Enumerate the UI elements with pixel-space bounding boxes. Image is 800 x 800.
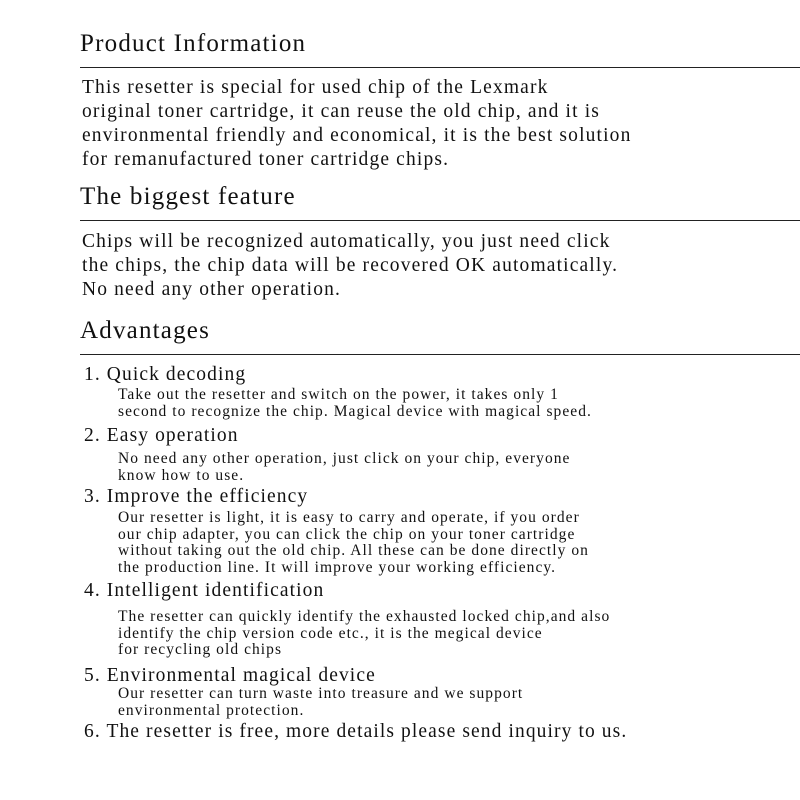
text-line: This resetter is special for used chip of the Lexmark (82, 77, 549, 98)
text-line: No need any other operation. (82, 279, 342, 300)
text-line: Chips will be recognized automatically, you just need click (82, 231, 611, 252)
product-information-heading: Product Information (80, 30, 307, 57)
text-line: our chip adapter, you can click the chip on your toner cartridge (118, 525, 576, 543)
text-line: Our resetter is light, it is easy to carry and operate, if you order (118, 509, 580, 526)
product-information-divider (80, 67, 800, 68)
advantage-item-description (118, 510, 589, 576)
text-line: Our resetter can turn waste into treasure and we support (118, 685, 524, 702)
text-line: know how to use. (118, 466, 245, 484)
text-line: Take out the resetter and switch on the power, it takes only 1 (118, 386, 559, 403)
text-line: the production line. It will improve your working efficiency. (118, 558, 557, 576)
advantage-item-title: 2. Easy operation (84, 425, 239, 446)
advantage-item-title: 1. Quick decoding (84, 364, 247, 385)
product-information-text (82, 76, 631, 172)
advantage-item-title: 5. Environmental magical device (84, 665, 376, 686)
text-line: original toner cartridge, it can reuse the old chip, and it is (82, 101, 601, 122)
text-line: for remanufactured toner cartridge chips. (82, 149, 450, 170)
advantage-item-description (118, 387, 592, 420)
text-line: for recycling old chips (118, 641, 283, 658)
text-line: identify the chip version code etc., it is the megical device (118, 624, 543, 642)
biggest-feature-heading: The biggest feature (80, 183, 296, 210)
advantage-item-description (118, 451, 570, 484)
text-line: environmental friendly and economical, it is the best solution (82, 125, 632, 146)
text-line: the chips, the chip data will be recovered OK automatically. (82, 255, 619, 276)
text-line: environmental protection. (118, 701, 305, 719)
text-line: The resetter can quickly identify the exhausted locked chip,and also (118, 608, 611, 625)
text-line: without taking out the old chip. All these can be done directly on (118, 542, 589, 559)
advantage-item-description (118, 609, 610, 659)
advantage-item-title: 4. Intelligent identification (84, 580, 325, 601)
advantage-item-description (118, 686, 523, 719)
advantages-heading: Advantages (80, 317, 211, 344)
biggest-feature-divider (80, 220, 800, 221)
biggest-feature-text (82, 230, 618, 302)
advantages-divider (80, 354, 800, 355)
advantage-final-item: 6. The resetter is free, more details please send inquiry to us. (84, 721, 628, 742)
advantage-item-title: 3. Improve the efficiency (84, 486, 309, 507)
text-line: second to recognize the chip. Magical device with magical speed. (118, 402, 592, 420)
text-line: No need any other operation, just click on your chip, everyone (118, 450, 571, 467)
